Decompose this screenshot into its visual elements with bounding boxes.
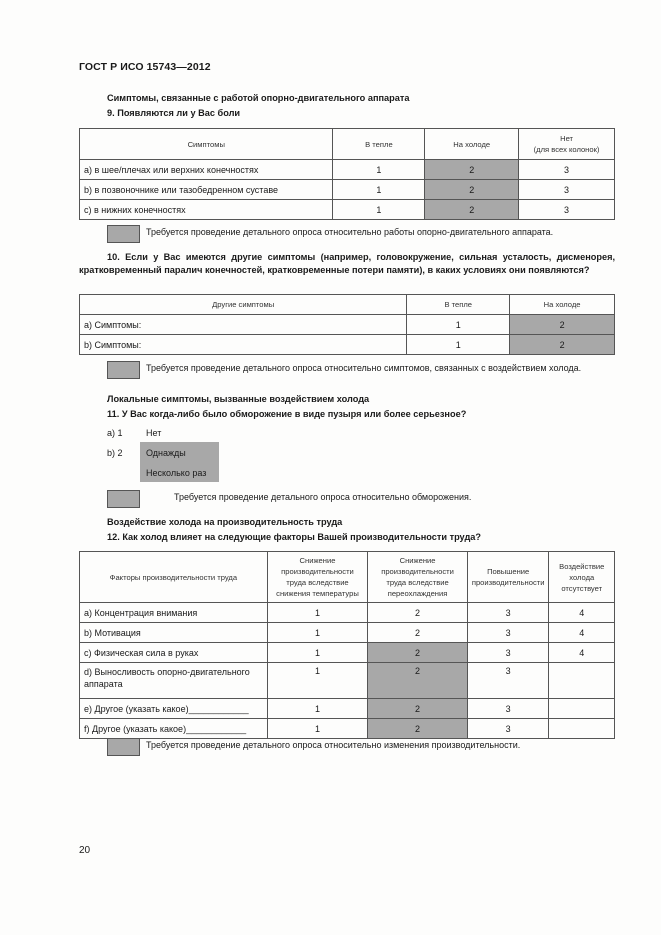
gray-legend-swatch (107, 225, 140, 243)
row-label: d) Выносливость опорно-двигательного аппарата (80, 663, 268, 699)
col-header-cold: На холоде (425, 129, 519, 160)
col-header-warm: В тепле (407, 295, 510, 315)
answer-cell[interactable]: 2 (510, 315, 615, 335)
answer-cell[interactable]: 2 (368, 663, 468, 699)
col-header-symptoms: Симптомы (80, 129, 333, 160)
answer-a-label: а) 1 (107, 428, 123, 438)
answer-cell[interactable]: 3 (467, 623, 549, 643)
table-row (80, 719, 615, 739)
gray-legend-swatch (107, 361, 140, 379)
question-12: 12. Как холод влияет на следующие факторы Вашей производительности труда? (107, 532, 481, 542)
answer-cell[interactable]: 3 (467, 663, 549, 699)
table-row (80, 699, 615, 719)
col-header-factors: Факторы производительности труда (80, 552, 268, 603)
answer-cell[interactable] (549, 663, 615, 699)
table-row (80, 160, 615, 180)
table-row (80, 180, 615, 200)
answer-cell[interactable]: 2 (510, 335, 615, 355)
answer-cell[interactable]: 3 (519, 160, 615, 180)
answer-a-text[interactable]: Нет (146, 428, 162, 438)
table-row (80, 200, 615, 220)
answer-cell[interactable]: 2 (425, 160, 519, 180)
answer-b-label: b) 2 (107, 448, 123, 458)
answer-cell[interactable]: 3 (519, 200, 615, 220)
answer-cell[interactable]: 2 (425, 200, 519, 220)
col-header-hypothermia: Снижение производительности труда вследствие переохлаждения (368, 552, 468, 603)
note-2: Требуется проведение детального опроса относительно симптомов, связанных с воздействием холода. (146, 363, 582, 373)
row-label: а) в шее/плечах или верхних конечностях (80, 160, 333, 180)
table-row (80, 603, 615, 623)
col-header-no-effect: Воздействие холода отсутствует (549, 552, 615, 603)
col-header-warm: В тепле (333, 129, 425, 160)
answer-cell[interactable]: 1 (267, 663, 368, 699)
table-row (80, 315, 615, 335)
row-label: f) Другое (указать какое)____________ (80, 719, 268, 739)
col-header-other: Другие симптомы (80, 295, 407, 315)
table-row (80, 335, 615, 355)
answer-cell[interactable]: 1 (333, 180, 425, 200)
table-row (80, 623, 615, 643)
row-label: а) Концентрация внимания (80, 603, 268, 623)
pain-table (79, 128, 615, 220)
col-header-increase: Повышение производительности (467, 552, 549, 603)
section-title-musculoskeletal: Симптомы, связанные с работой опорно-двигательного аппарата (107, 93, 410, 103)
answer-cell[interactable]: 4 (549, 603, 615, 623)
section-title-productivity: Воздействие холода на производительность труда (107, 517, 343, 527)
answer-b-text-once[interactable]: Однажды (146, 448, 186, 458)
table-row (80, 643, 615, 663)
table-row (80, 663, 615, 699)
gray-legend-swatch (107, 490, 140, 508)
note-3: Требуется проведение детального опроса относительно обморожения. (174, 492, 472, 502)
page-number: 20 (79, 845, 91, 856)
row-label: b) в позвоночнике или тазобедренном суставе (80, 180, 333, 200)
answer-cell[interactable]: 2 (368, 643, 468, 663)
row-label: b) Симптомы: (80, 335, 407, 355)
row-label: с) в нижних конечностях (80, 200, 333, 220)
row-label: с) Физическая сила в руках (80, 643, 268, 663)
answer-cell[interactable]: 3 (467, 603, 549, 623)
note-1: Требуется проведение детального опроса относительно работы опорно-двигательного аппарата. (146, 227, 554, 237)
answer-cell[interactable]: 3 (519, 180, 615, 200)
answer-cell[interactable]: 2 (368, 699, 468, 719)
answer-cell[interactable] (549, 719, 615, 739)
answer-cell[interactable]: 1 (267, 699, 368, 719)
col-header-temp-decrease: Снижение производительности труда вследствие снижения температуры (267, 552, 368, 603)
row-label: e) Другое (указать какое)____________ (80, 699, 268, 719)
document-header: ГОСТ Р ИСО 15743—2012 (79, 61, 211, 73)
answer-cell[interactable]: 1 (267, 719, 368, 739)
productivity-table (79, 551, 615, 739)
answer-cell[interactable]: 1 (407, 335, 510, 355)
answer-cell[interactable]: 1 (333, 200, 425, 220)
answer-cell[interactable]: 4 (549, 623, 615, 643)
answer-cell[interactable]: 1 (267, 643, 368, 663)
answer-cell[interactable]: 3 (467, 719, 549, 739)
gray-legend-swatch (107, 738, 140, 756)
row-label: b) Мотивация (80, 623, 268, 643)
answer-cell[interactable]: 2 (425, 180, 519, 200)
note-4: Требуется проведение детального опроса относительно изменения производительности. (146, 740, 521, 750)
other-symptoms-table (79, 294, 615, 355)
answer-cell[interactable]: 1 (267, 603, 368, 623)
answer-cell[interactable]: 4 (549, 643, 615, 663)
answer-cell[interactable]: 2 (368, 603, 468, 623)
answer-cell[interactable]: 1 (333, 160, 425, 180)
answer-b-text-several[interactable]: Несколько раз (146, 468, 207, 478)
answer-cell[interactable]: 2 (368, 623, 468, 643)
answer-cell[interactable]: 2 (368, 719, 468, 739)
answer-cell[interactable]: 3 (467, 699, 549, 719)
answer-cell[interactable] (549, 699, 615, 719)
row-label: а) Симптомы: (80, 315, 407, 335)
section-title-local: Локальные симптомы, вызванные воздействием холода (107, 394, 370, 404)
col-header-none: Нет (для всех колонок) (519, 129, 615, 160)
question-9: 9. Появляются ли у Вас боли (107, 108, 241, 118)
answer-cell[interactable]: 1 (407, 315, 510, 335)
answer-cell[interactable]: 3 (467, 643, 549, 663)
col-header-cold: На холоде (510, 295, 615, 315)
answer-cell[interactable]: 1 (267, 623, 368, 643)
question-10: 10. Если у Вас имеются другие симптомы (например, головокружение, сильная усталость, дисменорея, кратковременный паралич конечностей, кратковременные потери памяти), в каких условиях они появляются? (79, 252, 615, 275)
question-11: 11. У Вас когда-либо было обморожение в виде пузыря или более серьезное? (107, 409, 467, 419)
